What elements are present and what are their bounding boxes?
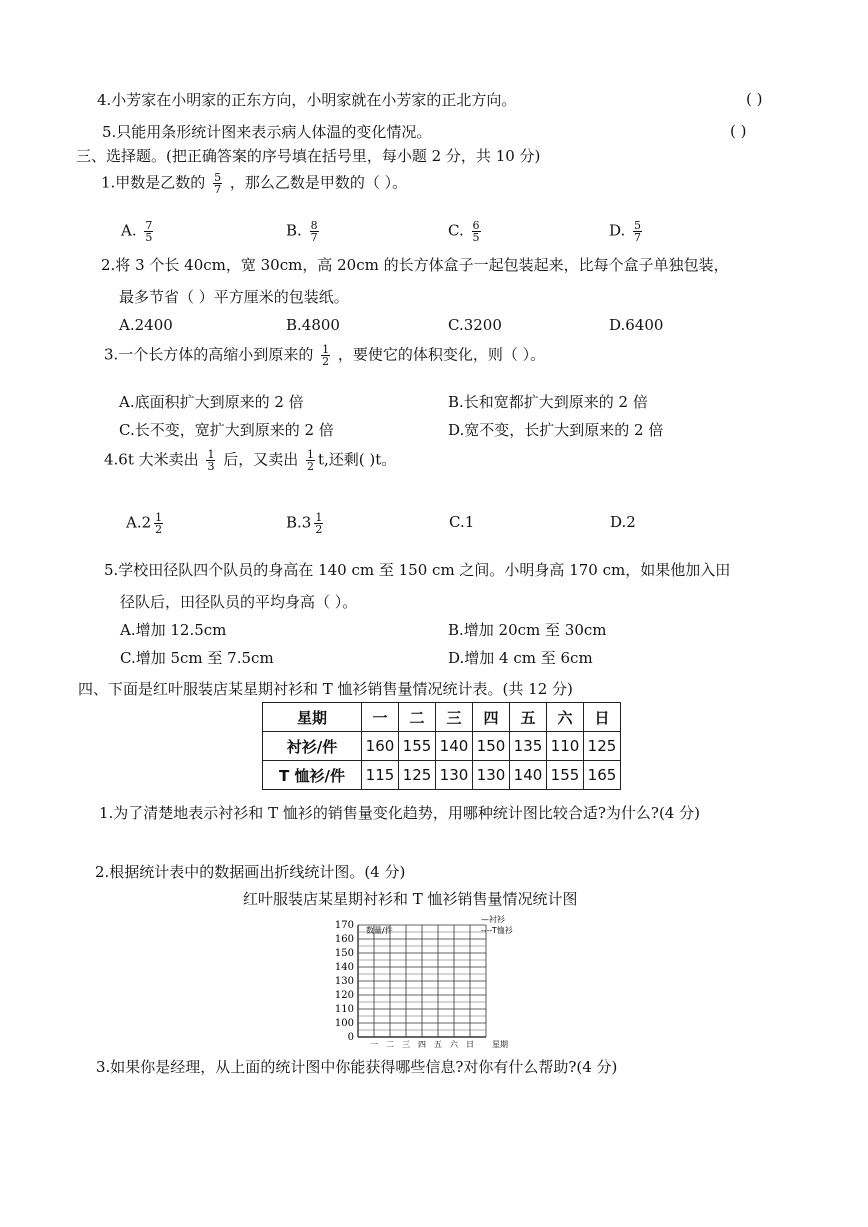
x-tick-label: 日 [466, 1040, 474, 1049]
chart-xlabel: 星期 [492, 1040, 508, 1049]
y-tick-labels [335, 920, 354, 1043]
s3-q1-fraction: $\frac{5}{7}$ [214, 171, 222, 196]
s3-q4-option-b[interactable]: B.3 $\frac{1}{2}$ [286, 511, 323, 536]
s3-q5-option-b[interactable]: B.增加 20cm 至 30cm [448, 621, 607, 639]
table-cell: 115 [362, 761, 399, 790]
chart-ylabel: 数量/件 [366, 926, 393, 935]
table-cell: 165 [584, 761, 621, 790]
table-row-header: 衬衫/件 [263, 732, 362, 761]
s3-q2-option-b[interactable]: B.4800 [286, 316, 340, 334]
s3-q3-post: ，要使它的体积变化，则（ ）。 [337, 345, 546, 364]
s3-q3-option-b[interactable]: B.长和宽都扩大到原来的 2 倍 [448, 393, 648, 411]
y-tick-label: 170 [334, 920, 354, 931]
x-tick-label: 三 [402, 1040, 410, 1049]
s3-q4-fraction-1: $\frac{1}{3}$ [207, 448, 215, 473]
x-tick-label: 一 [370, 1040, 378, 1049]
sales-stat-table [262, 702, 621, 790]
table-header-cell: 六 [547, 703, 584, 732]
section3-heading: 三、选择题。(把正确答案的序号填在括号里，每小题 2 分，共 10 分) [76, 147, 541, 165]
s3-q1 [101, 172, 407, 195]
table-row-header: T 恤衫/件 [263, 761, 362, 790]
table-header-cell: 四 [473, 703, 510, 732]
x-tick-label: 四 [418, 1040, 426, 1049]
table-cell: 130 [473, 761, 510, 790]
judge-q5: 5.只能用条形统计图来表示病人体温的变化情况。 [102, 123, 432, 141]
x-tick-label: 五 [434, 1040, 442, 1049]
s3-q4-option-a[interactable]: A.2 $\frac{1}{2}$ [126, 511, 163, 536]
section4-heading: 四、下面是红叶服装店某星期衬衫和 T 恤衫销售量情况统计表。(共 12 分) [78, 680, 573, 698]
table-cell: 155 [399, 732, 436, 761]
x-tick-labels [370, 1039, 474, 1049]
x-tick-label: 六 [450, 1040, 458, 1049]
table-header-cell: 三 [436, 703, 473, 732]
judge-q5-answer-paren[interactable]: ( ) [730, 122, 747, 140]
y-tick-label: 0 [347, 1032, 354, 1043]
table-cell: 130 [436, 761, 473, 790]
s3-q5-option-c[interactable]: C.增加 5cm 至 7.5cm [120, 649, 274, 667]
s3-q2-line2: 最多节省（ ）平方厘米的包装纸。 [119, 288, 349, 306]
s4-q1: 1.为了清楚地表示衬衫和 T 恤衫的销售量变化趋势，用哪种统计图比较合适?为什么?(4 分) [99, 804, 700, 822]
chart-legend-shirt: —衬衫 [481, 915, 505, 924]
table-header-cell: 二 [399, 703, 436, 732]
s3-q3-pre: 3.一个长方体的高缩小到原来的 [104, 345, 314, 364]
s3-q3-option-a[interactable]: A.底面积扩大到原来的 2 倍 [119, 393, 304, 411]
s3-q2-option-d[interactable]: D.6400 [609, 316, 664, 334]
table-header-cell: 一 [362, 703, 399, 732]
y-tick-label: 110 [334, 1004, 354, 1015]
s3-q3-option-c[interactable]: C.长不变，宽扩大到原来的 2 倍 [119, 421, 334, 439]
table-cell: 140 [436, 732, 473, 761]
chart-title: 红叶服装店某星期衬衫和 T 恤衫销售量情况统计图 [243, 890, 578, 908]
table-cell: 125 [399, 761, 436, 790]
table-cell: 160 [362, 732, 399, 761]
s3-q1-option-d[interactable]: D. $\frac{5}{7}$ [609, 219, 642, 244]
table-row [263, 761, 621, 790]
blank-line-chart-grid[interactable] [318, 915, 550, 1053]
y-tick-label: 160 [334, 934, 354, 945]
table-row [263, 732, 621, 761]
s3-q3-option-d[interactable]: D.宽不变，长扩大到原来的 2 倍 [448, 421, 664, 439]
y-tick-label: 100 [334, 1018, 354, 1029]
judge-q4-answer-paren[interactable]: ( ) [746, 90, 763, 108]
s4-q2: 2.根据统计表中的数据画出折线统计图。(4 分) [95, 863, 406, 881]
s3-q3 [104, 344, 545, 367]
s3-q4: 4.6t 大米卖出 $\frac{1}{3}$ 后，又卖出 $\frac{1}{2}$ t,还剩( )t。 [104, 448, 397, 473]
table-cell: 155 [547, 761, 584, 790]
table-header-cell: 日 [584, 703, 621, 732]
table-cell: 125 [584, 732, 621, 761]
s3-q4-option-c[interactable]: C.1 [449, 513, 475, 531]
s3-q2-option-a[interactable]: A.2400 [119, 316, 173, 334]
x-tick-label: 二 [386, 1040, 394, 1049]
table-cell: 150 [473, 732, 510, 761]
s3-q1-option-b[interactable]: B. $\frac{8}{7}$ [286, 219, 318, 244]
judge-q4: 4.小芳家在小明家的正东方向，小明家就在小芳家的正北方向。 [97, 91, 517, 109]
s3-q1-post: ，那么乙数是甲数的（ ）。 [229, 173, 408, 192]
table-header-cell: 五 [510, 703, 547, 732]
table-header-row [263, 703, 621, 732]
s3-q5-option-d[interactable]: D.增加 4 cm 至 6cm [448, 649, 593, 667]
s3-q1-pre: 1.甲数是乙数的 [101, 173, 206, 192]
grid-lines [358, 925, 486, 1037]
table-cell: 135 [510, 732, 547, 761]
s3-q4-option-d[interactable]: D.2 [610, 513, 636, 531]
s3-q3-fraction: $\frac{1}{2}$ [322, 343, 330, 368]
y-tick-label: 140 [334, 962, 354, 973]
s3-q1-option-a[interactable]: A. $\frac{7}{5}$ [121, 219, 153, 244]
s3-q1-option-c[interactable]: C. $\frac{6}{5}$ [448, 219, 480, 244]
table-cell: 140 [510, 761, 547, 790]
y-tick-label: 150 [334, 948, 354, 959]
table-header-cell: 星期 [263, 703, 362, 732]
y-tick-label: 130 [334, 976, 354, 987]
s3-q2-line1: 2.将 3 个长 40cm，宽 30cm，高 20cm 的长方体盒子一起包装起来，比每个盒子单独包装， [101, 256, 729, 274]
y-tick-label: 120 [334, 990, 354, 1001]
chart-legend-tshirt: ----T恤衫 [481, 926, 513, 935]
table-cell: 110 [547, 732, 584, 761]
s3-q5-line1: 5.学校田径队四个队员的身高在 140 cm 至 150 cm 之间。小明身高 170 cm，如果他加入田 [104, 561, 731, 579]
s4-q3: 3.如果你是经理，从上面的统计图中你能获得哪些信息?对你有什么帮助?(4 分) [96, 1058, 618, 1076]
s3-q5-line2: 径队后，田径队员的平均身高（ ）。 [120, 593, 358, 611]
s3-q2-option-c[interactable]: C.3200 [448, 316, 502, 334]
s3-q4-fraction-2: $\frac{1}{2}$ [307, 448, 315, 473]
s3-q5-option-a[interactable]: A.增加 12.5cm [120, 621, 227, 639]
